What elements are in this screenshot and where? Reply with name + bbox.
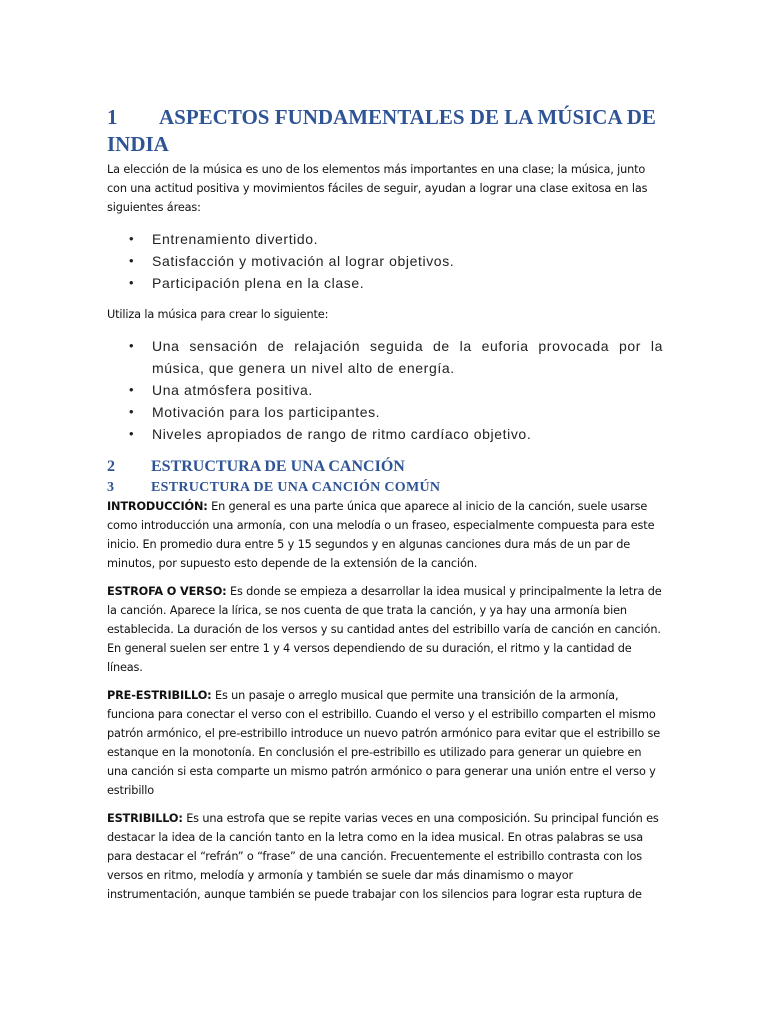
section-text: Es una estrofa que se repite varias veces en una composición. Su principal función es destacar la idea de la canción tanto en la letra como en la idea musical. En otras palabras se usa para destacar el “refrán” o “frase” de una canción. Frecuentemente el estribillo contrasta con los versos en ritmo, melodía y armonía y también se suele dar más dinamismo o mayor instrumentación, aunque también se puede trabajar con los silencios para lograr esta ruptura de: [107, 812, 659, 901]
intro-paragraph: La elección de la música es uno de los elementos más importantes en una clase; la música, junto con una actitud positiva y movimientos fáciles de seguir, ayudan a lograr una clase exitosa en las siguientes áreas:: [107, 163, 648, 214]
heading-1-number: 1: [107, 105, 118, 129]
list-item: • Participación plena en la clase.: [107, 272, 663, 294]
heading-3: [107, 479, 663, 497]
section-text: Es donde se empieza a desarrollar la idea musical y principalmente la letra de la canción. Aparece la lírica, se nos cuenta de que trata la canción, y ya hay una armonía bien establecida. La duración de los versos y su cantidad antes del estribillo varía de canción en canción. En general suelen ser entre 1 y 4 versos dependiendo de su duración, el ritmo y la cantidad de líneas.: [107, 585, 662, 674]
use-music-paragraph: Utiliza la música para crear lo siguiente:: [107, 308, 329, 321]
list-item: • Niveles apropiados de rango de ritmo cardíaco objetivo.: [107, 423, 663, 445]
bullet-icon: •: [129, 253, 135, 268]
section-introduccion: [107, 497, 663, 573]
areas-list: [107, 228, 663, 294]
document-page: [107, 104, 663, 904]
section-text: En general es una parte única que aparece al inicio de la canción, suele usarse como introducción una armonía, con una melodía o un fraseo, especialmente compuesta para este inicio. En promedio dura entre 5 y 15 segundos y en algunas canciones dura más de un par de minutos, por supuesto esto depende de la extensión de la canción.: [107, 500, 655, 570]
list-item: • Entrenamiento divertido.: [107, 228, 663, 250]
bullet-icon: •: [129, 382, 135, 397]
section-estrofa: [107, 582, 663, 677]
section-term: PRE-ESTRIBILLO:: [107, 689, 212, 702]
heading-2: [107, 457, 663, 477]
section-term: ESTRIBILLO:: [107, 812, 183, 825]
bullet-icon: •: [129, 231, 135, 246]
heading-1-text: ASPECTOS FUNDAMENTALES DE LA MÚSICA DE INDIA: [107, 105, 656, 156]
section-term: INTRODUCCIÓN:: [107, 500, 208, 513]
section-term: ESTROFA O VERSO:: [107, 585, 227, 598]
list-item: • Satisfacción y motivación al lograr objetivos.: [107, 250, 663, 272]
heading-1: [107, 104, 663, 158]
list-item: • Una sensación de relajación seguida de la euforia provocada por la música, que genera un nivel alto de energía.: [107, 335, 663, 379]
heading-2-text: ESTRUCTURA DE UNA CANCIÓN: [151, 458, 405, 475]
bullet-icon: •: [129, 338, 135, 353]
section-pre-estribillo: [107, 686, 663, 800]
bullet-icon: •: [129, 275, 135, 290]
heading-2-number: 2: [107, 458, 115, 475]
bullet-icon: •: [129, 426, 135, 441]
heading-3-text: ESTRUCTURA DE UNA CANCIÓN COMÚN: [151, 480, 441, 495]
bullet-icon: •: [129, 404, 135, 419]
effects-list: [107, 335, 663, 445]
section-estribillo: [107, 809, 663, 904]
list-item: • Una atmósfera positiva.: [107, 379, 663, 401]
list-item: • Motivación para los participantes.: [107, 401, 663, 423]
section-text: Es un pasaje o arreglo musical que permite una transición de la armonía, funciona para conectar el verso con el estribillo. Cuando el verso y el estribillo comparten el mismo patrón armónico, el pre-estribillo introduce un nuevo patrón armónico para evitar que el estribillo se estanque en la monotonía. En conclusión el pre-estribillo es utilizado para generar un quiebre en una canción si esta comparte un mismo patrón armónico o para generar una unión entre el verso y estribillo: [107, 689, 661, 797]
heading-3-number: 3: [107, 480, 115, 495]
